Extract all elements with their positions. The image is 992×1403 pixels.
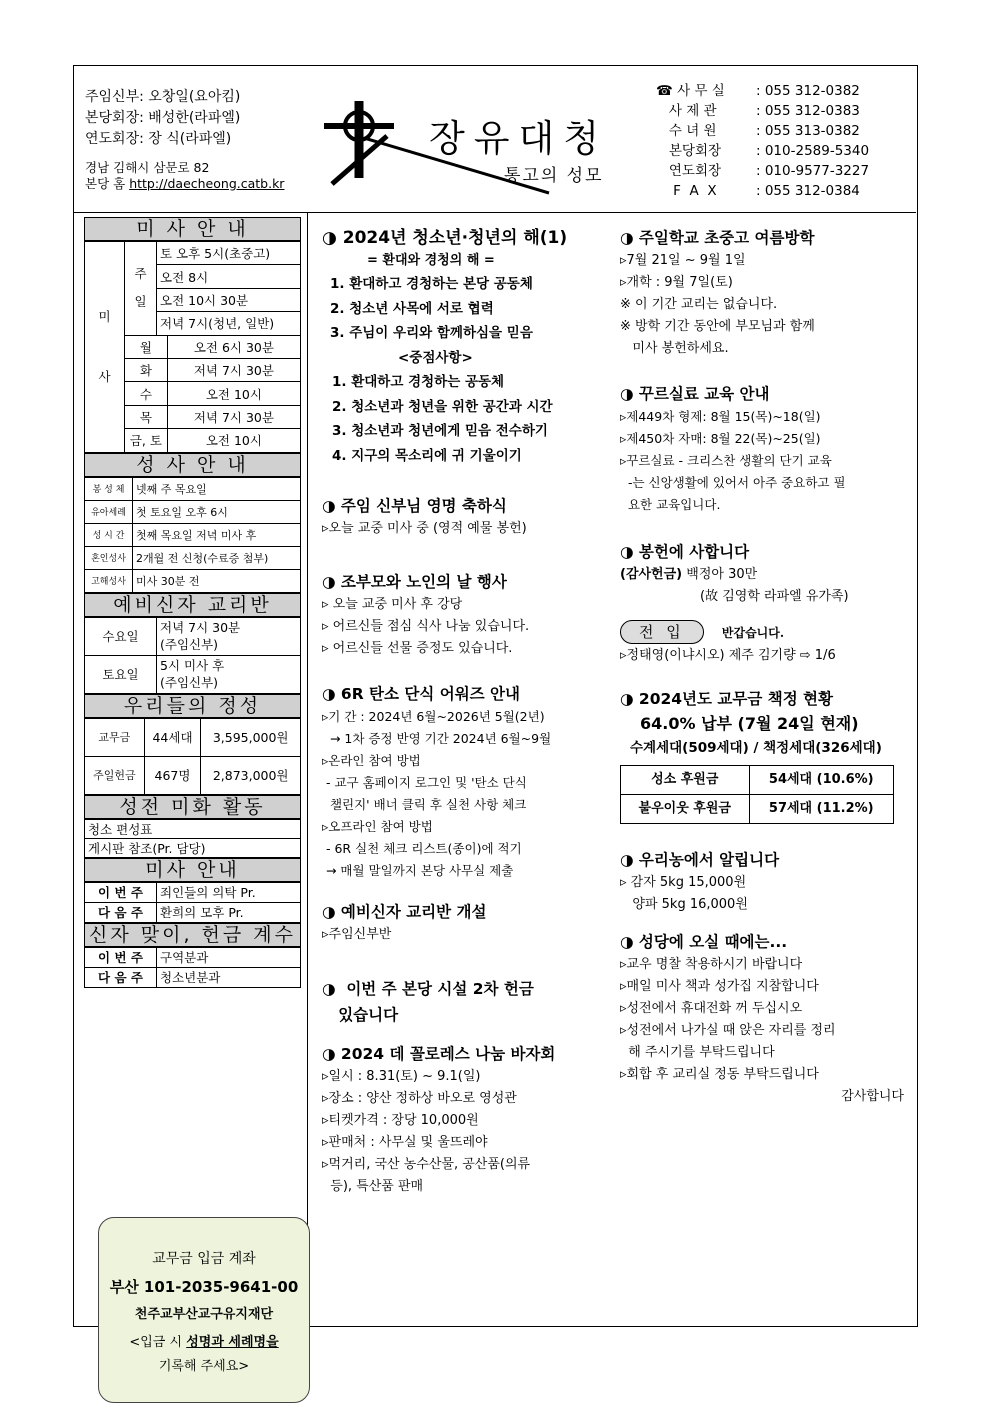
carbon-item: ▹기 간 : 2024년 6월~2026년 5월(2년) [322,709,545,724]
right-column [620,226,910,1108]
thanks-title: ◑ 봉헌에 사합니다 [620,543,750,561]
thanks-donor: 백정아 30만 [682,567,758,582]
welcome-heading: 신자 맞이, 헌금 계수 [84,923,301,947]
elderly-day-list [322,594,618,660]
vacation-title: ◑ 주일학교 초중고 여름방학 [620,229,815,247]
altar-row [85,819,301,838]
account-note-a: <입금 시 [129,1335,187,1350]
elderly-day-title: ◑ 조부모와 노인의 날 행사 [322,573,507,591]
donation-value: 54세대 (10.6%) [749,766,893,795]
mass-guide2-value: 죄인들의 의탁 Pr. [157,882,301,902]
carbon-item: - 교구 홈페이지 로그인 및 '탄소 단식 [322,775,527,790]
tithe-households: 수계세대(509세대) / 책정세대(326세대) [630,740,882,756]
etiquette-title: ◑ 성당에 오실 때에는... [620,933,788,951]
feast-text: ▹오늘 교중 미사 중 (영적 예물 봉헌) [322,521,527,536]
mass-label: 미 사 [85,242,125,453]
transfer-in-text: ▹정태영(이냐시오) 제주 김기량 ⇨ 1/6 [620,648,836,663]
etiquette-list [620,954,910,1086]
transfer-in-badge: 전 입 [620,620,704,644]
donation-row [621,795,894,824]
etiquette-item: ▹성전에서 나가실 때 앉은 자리를 정리 [620,1023,836,1038]
sunday-label: 주 일 [125,242,157,336]
account-holder: 천주교부산교구유지재단 [134,1307,274,1322]
sacrament-name: 유아세례 [85,500,133,523]
etiquette-item: ▹매일 미사 책과 성가집 지참합니다 [620,979,819,994]
contact-row [656,141,869,161]
mass-guide2-week: 다 음 주 [85,902,157,922]
thanks-closing: 감사합니다 [841,1089,904,1104]
donation-value: 57세대 (11.2%) [749,795,893,824]
transfer-in-row [620,620,910,645]
assoc-president: 연도회장: 장 식(라파엘) [85,131,232,147]
contact-label: 사 제 관 [656,103,717,119]
mass-guide2-row [85,882,301,902]
sacrament-row [85,523,301,546]
mass-time: 저녁 7시 30분 [167,358,300,381]
sacrament-time: 첫 토요일 오후 6시 [133,500,301,523]
youth-goal: 3. 주님이 우리와 함께하심을 믿음 [330,325,533,341]
farm-item: ▹ 감자 5kg 15,000원 [620,875,747,890]
mass-time: 오전 8시 [157,265,301,288]
sacrament-table [84,477,301,593]
mass-time: 오전 10시 [167,429,300,452]
contact-value: : 055 312-0383 [756,103,860,119]
youth-goal: 1. 환대하고 경청하는 본당 공동체 [330,276,533,292]
mass-schedule-table [84,241,301,453]
feast-title: ◑ 주임 신부님 영명 축하식 [322,497,507,515]
sacrament-name: 성 시 간 [85,523,133,546]
contact-value: : 055 313-0382 [756,123,860,139]
thanks-row [620,564,910,586]
bazaar-item: ▹판매처 : 사무실 및 울뜨레야 [322,1135,488,1150]
altar-text: 청소 편성표 [85,819,301,838]
contact-value: : 010-2589-5340 [756,143,870,159]
carbon-item: → 1차 증정 반영 기간 2024년 6월~9월 [322,731,552,746]
youth-goal: 2. 청소년 사목에 서로 협력 [330,300,494,317]
offering-cell: 교무금 [85,718,145,756]
donation-name: 불우이웃 후원금 [621,795,750,824]
youth-priority: 4. 지구의 목소리에 귀 기울이기 [332,447,522,464]
vacation-item: ※ 이 기간 교리는 없습니다. [620,297,778,312]
donation-table [620,765,894,824]
altar-text: 게시판 참조(Pr. 담당) [85,838,301,857]
contact-list [656,81,869,201]
sacrament-name: 고해성사 [85,569,133,592]
offering-cell: 3,595,000원 [201,718,301,756]
homepage-label: 본당 홈 [85,176,126,191]
carbon-title: ◑ 6R 탄소 단식 어워즈 안내 [322,685,520,703]
account-note-b: 성명과 세례명을 [186,1335,279,1350]
account-title: 교무금 입금 계좌 [152,1251,256,1267]
column-divider [307,213,308,1327]
mass-time: 저녁 7시(청년, 일반) [157,312,301,335]
etiquette-item: ▹회합 후 교리실 정동 부탁드립니다 [620,1067,819,1082]
sacrament-row [85,477,301,500]
homepage-link[interactable]: http://daecheong.catb.kr [129,176,285,191]
etiquette-item: ▹성전에서 휴대전화 꺼 두십시오 [620,1001,803,1016]
carbon-item: ▹온라인 참여 방법 [322,753,421,768]
mass-row [85,242,301,265]
contact-label: ☎ 사 무 실 [656,83,725,99]
carbon-list [322,706,618,882]
thanks-family: (故 김영학 라파엘 유가족) [700,589,849,604]
youth-priority: 2. 청소년과 청년을 위한 공간과 시간 [332,398,553,415]
offering-row [85,756,301,794]
cursillo-title: ◑ 꾸르실료 교육 안내 [620,385,770,403]
catechism-open-title: ◑ 예비신자 교리반 개설 [322,903,487,921]
mass-time: 오전 10시 30분 [157,288,301,311]
bazaar-list [322,1066,618,1198]
altar-heading: 성전 미화 활동 [84,795,301,819]
bazaar-item: ▹일시 : 8.31(토) ~ 9.1(일) [322,1069,481,1084]
cursillo-item: ▹제450차 자매: 8월 22(목)~25(일) [620,431,821,446]
address-text: 경남 김해시 삼문로 82 [85,160,210,175]
sacrament-heading: 성 사 안 내 [84,453,301,477]
mass-time: 토 오후 5시(초중고) [157,242,301,265]
catechism-open-text: ▹주임신부반 [322,927,392,942]
middle-column [322,226,618,1198]
welcome-row [85,947,301,967]
farm-title: ◑ 우리농에서 알립니다 [620,851,780,869]
offering-cell: 467명 [144,756,201,794]
offering-row [85,718,301,756]
sacrament-name: 봉 성 체 [85,477,133,500]
mass-time: 오전 10시 [167,382,300,405]
bazaar-item: ▹티켓가격 : 장당 10,000원 [322,1113,479,1128]
account-box [98,1217,310,1403]
elderly-day-item: ▹ 어르신들 선물 증정도 있습니다. [322,641,513,656]
cursillo-item: ▹제449차 형제: 8월 15(목)~18(일) [620,409,821,424]
vacation-item: ▹7월 21일 ~ 9월 1일 [620,253,746,268]
farm-item: 양파 5kg 16,000원 [620,897,748,912]
tithe-title: ◑ 2024년도 교무금 책정 현황 [620,690,834,708]
pastor: 주임신부: 오창일(요아킴) [85,89,241,105]
sacrament-row [85,546,301,569]
contact-label: 본당회장 [656,143,722,159]
mass-guide2-heading: 미사 안내 [84,858,301,882]
youth-goal: <중점사항> [398,349,473,366]
etiquette-item: ▹교우 명찰 착용하시기 바랍니다 [620,957,803,972]
catechism-row [85,617,301,655]
welcome-value: 구역분과 [157,947,301,967]
weekday: 화 [125,358,168,381]
youth-priorities [322,370,618,468]
homepage-row [85,176,284,192]
mass-guide2-week: 이 번 주 [85,882,157,902]
church-title: 장유대청 [429,117,608,160]
weekday: 목 [125,405,168,428]
mass-guide2-row [85,902,301,922]
sacrament-time: 넷째 주 목요일 [133,477,301,500]
bazaar-item: ▹장소 : 양산 정하상 바오로 영성관 [322,1091,517,1106]
address [85,160,284,192]
youth-year-sub: = 환대와 경청의 해 = [367,253,495,268]
carbon-item: 챌린지' 배너 클릭 후 실천 사항 체크 [322,797,527,812]
thanks-label: (감사헌금) [620,567,683,582]
donation-name: 성소 후원금 [621,766,750,795]
vacation-item: ※ 방학 기간 동안에 부모님과 함께 [620,319,815,334]
left-sidebar [84,217,301,1374]
sacrament-time: 미사 30분 전 [133,569,301,592]
cursillo-item: -는 신앙생활에 있어서 아주 중요하고 필 [620,475,846,490]
sacrament-time: 2개월 전 신청(수료증 첨부) [133,546,301,569]
altar-table [84,819,301,858]
donation-row [621,766,894,795]
cursillo-item: ▹꾸르실료 - 크리스찬 생활의 단기 교육 [620,453,832,468]
vacation-list [620,250,910,360]
mass-guide2-table [84,882,301,923]
catechism-heading: 예비신자 교리반 [84,593,301,617]
offering-cell: 44세대 [144,718,201,756]
offering-cell: 2,873,000원 [201,756,301,794]
welcome-week: 다 음 주 [85,967,157,987]
sacrament-name: 혼인성사 [85,546,133,569]
bazaar-item: ▹먹거리, 국산 농수산물, 공산품(의류 [322,1157,531,1172]
contact-label: 연도회장 [656,163,722,179]
weekday: 금, 토 [125,429,168,452]
elderly-day-item: ▹ 어르신들 점심 식사 나눔 있습니다. [322,619,530,634]
welcome-table [84,947,301,988]
cursillo-item: 요한 교육입니다. [620,497,721,512]
catechism-time: 저녁 7시 30분 (주임신부) [157,617,301,655]
carbon-item: ▹오프라인 참여 방법 [322,819,433,834]
header [74,66,916,213]
catechism-day: 수요일 [85,617,157,655]
contact-value: : 010-9577-3227 [756,163,870,179]
sacrament-row [85,569,301,592]
vacation-item: ▹개학 : 9월 7일(토) [620,275,733,290]
sacrament-row [85,500,301,523]
cursillo-list [620,406,910,516]
welcome-week: 이 번 주 [85,947,157,967]
carbon-item: - 6R 실천 체크 리스트(종이)에 적기 [322,841,522,856]
welcome-row [85,967,301,987]
contact-row [656,181,869,201]
etiquette-item: 해 주시기를 부탁드립니다 [620,1045,775,1060]
header-left [85,87,284,192]
tithe-percent: 64.0% 납부 (7월 24일 현재) [640,714,859,733]
weekday: 수 [125,382,168,405]
elderly-day-item: ▹ 오늘 교중 미사 후 강당 [322,597,463,612]
contact-label: 수 녀 원 [656,123,717,139]
contact-value: : 055 312-0382 [756,83,860,99]
youth-priority: 1. 환대하고 경청하는 공동체 [332,374,505,390]
account-note2: 기록해 주세요> [158,1359,250,1374]
catechism-day: 토요일 [85,655,157,693]
mass-time: 오전 6시 30분 [167,335,300,358]
vacation-item: 미사 봉헌하세요. [620,341,729,356]
youth-goals [322,272,618,370]
bazaar-title: ◑ 2024 데 꼴로레스 나눔 바자회 [322,1045,556,1063]
mass-guide-heading: 미 사 안 내 [84,217,301,241]
altar-row [85,838,301,857]
farm-list [620,872,910,916]
president: 본당회장: 배성한(라파엘) [85,110,241,126]
contact-label: F A X [656,183,717,199]
mass-guide2-value: 환희의 모후 Pr. [157,902,301,922]
bazaar-item: 등), 특산품 판매 [322,1179,424,1194]
welcome-value: 청소년분과 [157,967,301,987]
weekday: 월 [125,335,168,358]
mass-time: 저녁 7시 30분 [167,405,300,428]
bulletin-frame [73,65,918,1374]
church-subtitle: 통고의 성모 [504,166,604,186]
catechism-time: 5시 미사 후 (주임신부) [157,655,301,693]
carbon-item: → 매월 말일까지 본당 사무실 제출 [322,863,514,878]
youth-priority: 3. 청소년과 청년에게 믿음 전수하기 [332,423,548,439]
contact-row [656,121,869,141]
offering-table [84,718,301,795]
account-note [99,1329,309,1357]
offering-cell: 주일헌금 [85,756,145,794]
second-collection-title: ◑ 이번 주 본당 시설 2차 헌금 있습니다 [322,980,534,1024]
contact-value: : 055 312-0384 [756,183,860,199]
catechism-row [85,655,301,693]
catechism-table [84,617,301,694]
welcome-text: 반갑습니다. [721,626,785,640]
offering-heading: 우리들의 정성 [84,694,301,718]
youth-year-title: ◑ 2024년 청소년·청년의 해(1) [322,228,568,248]
contact-row [656,101,869,121]
account-number: 부산 101-2035-9641-00 [109,1278,299,1296]
contact-row [656,81,869,101]
sacrament-time: 첫째 목요일 저녁 미사 후 [133,523,301,546]
contact-row [656,161,869,181]
